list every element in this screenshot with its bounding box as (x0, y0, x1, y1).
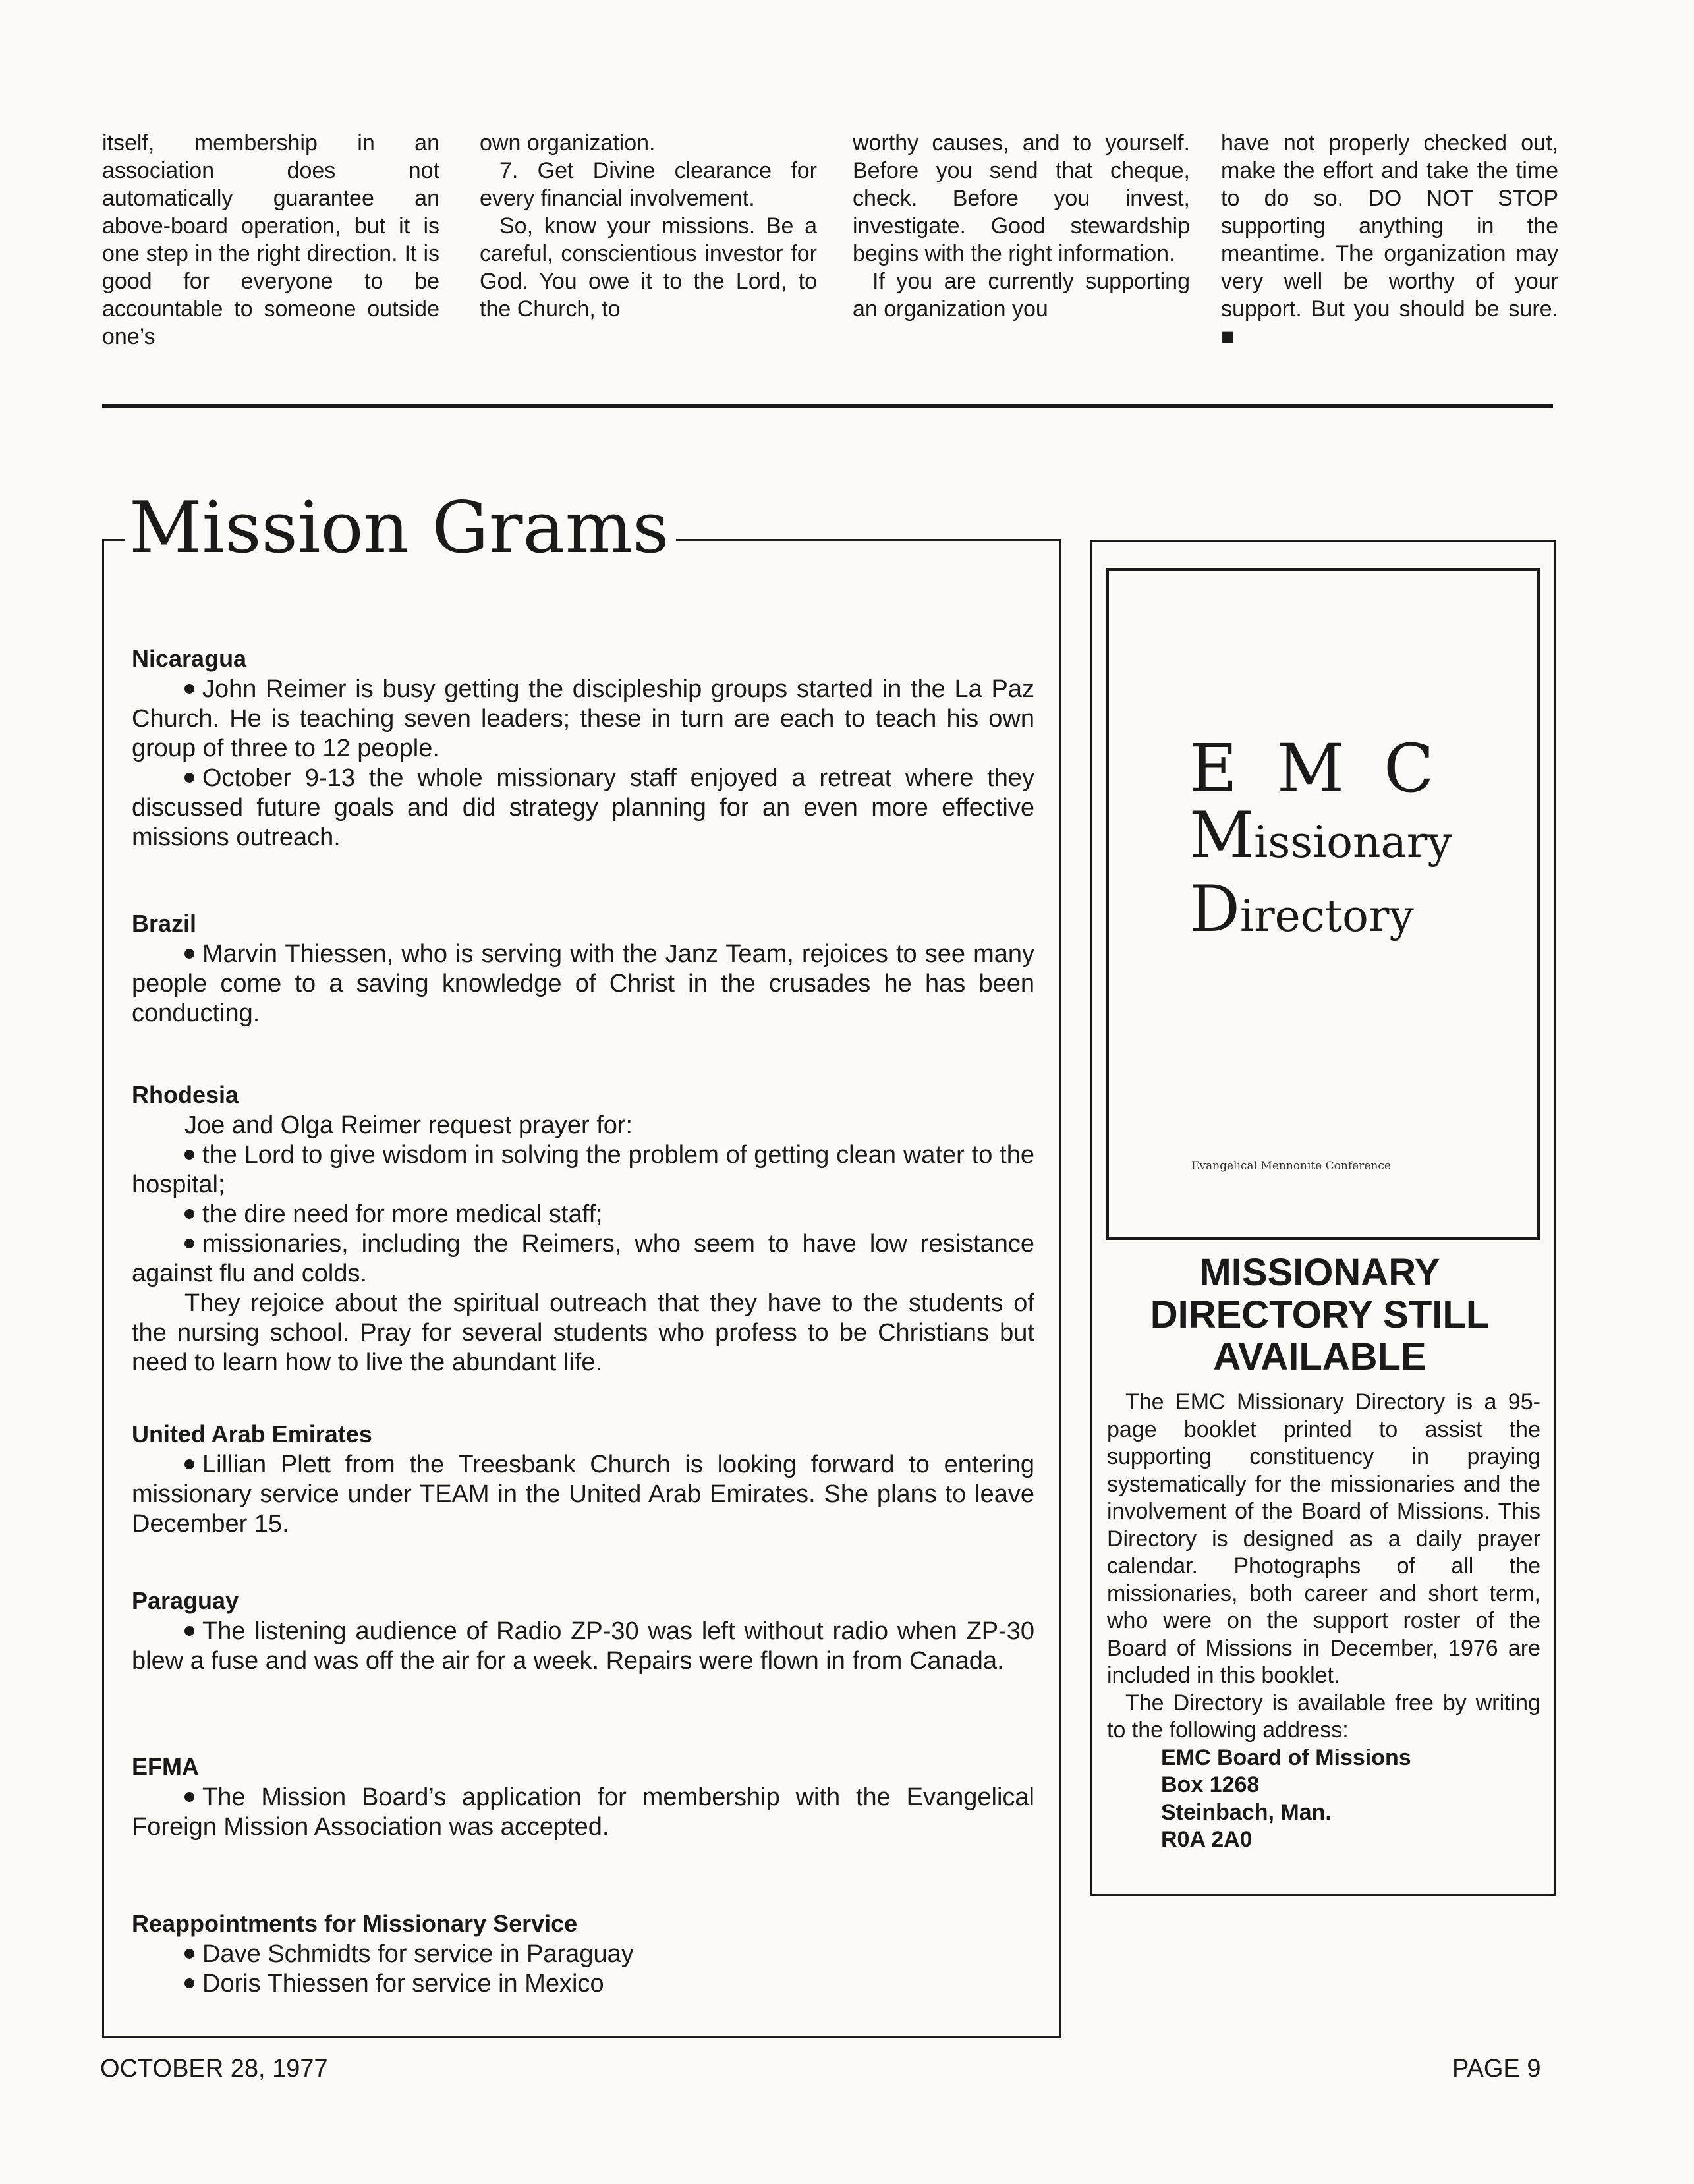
news-item: The Mission Board’s application for membership with the Evangelical Foreign Mission Association was accepted. (132, 1783, 1034, 1841)
section-uae (132, 1420, 1034, 1539)
section-heading: Rhodesia (132, 1081, 239, 1108)
footer-page-number: PAGE 9 (1452, 2055, 1541, 2083)
cover-emc: E M C (1189, 730, 1444, 807)
cover-missionary: Missionary (1189, 798, 1452, 872)
section-heading: Reappointments for Missionary Service (132, 1910, 578, 1937)
bullet-icon (184, 1209, 194, 1219)
ad-paragraph: The EMC Missionary Directory is a 95-page booklet printed to assist the supporting constituency in praying systematically for the missionaries and the involvement of the Board of Missions. This Directory is designed as a daily prayer calendar. Photographs of all the missionaries, both career and short term, who were on the support roster of the Board of Missions in December, 1976 are included in this booklet. (1107, 1389, 1540, 1688)
news-item: Dave Schmidts for service in Paraguay (132, 1940, 1034, 1969)
bullet-icon (184, 1150, 194, 1160)
column-paragraph: If you are currently supporting an organization you (853, 269, 1190, 322)
bullet-icon (184, 1626, 194, 1636)
mission-grams-title: Mission Grams (125, 489, 676, 568)
top-column-1 (102, 129, 439, 350)
news-item: Marvin Thiessen, who is serving with the Janz Team, rejoices to see many people come to a saving knowledge of Christ in the crusades he has been conducting. (132, 940, 1034, 1027)
news-item: John Reimer is busy getting the discipleship groups started in the La Paz Church. He is teaching seven leaders; these in turn are each to teach his own group of three to 12 people. (132, 675, 1034, 762)
column-paragraph: worthy causes, and to yourself. Before you send that cheque, check. Before you invest, investigate. Good stewardship begins with the right information. (853, 130, 1190, 266)
section-heading: Brazil (132, 910, 197, 937)
news-item: Lillian Plett from the Treesbank Church is looking forward to entering missionary service under TEAM in the United Arab Emirates. She plans to leave December 15. (132, 1451, 1034, 1538)
address-line: EMC Board of Missions (1161, 1745, 1411, 1770)
section-brazil (132, 909, 1034, 1028)
section-nicaragua (132, 644, 1034, 853)
bullet-icon (184, 1949, 194, 1959)
news-item: The listening audience of Radio ZP-30 was left without radio when ZP-30 blew a fuse and was off the air for a week. Repairs were flown in from Canada. (132, 1617, 1034, 1675)
top-column-2 (480, 129, 817, 323)
column-paragraph: have not properly checked out, make the effort and take the time to do so. DO NOT STOP supporting anything in the meantime. The organization may very well be worthy of your support. But you should be sure. ■ (1221, 130, 1558, 349)
ad-body (1107, 1389, 1540, 1854)
news-item: Joe and Olga Reimer request prayer for: (184, 1111, 633, 1139)
bullet-icon (184, 684, 194, 694)
ad-paragraph: The Directory is available free by writing to the following address: (1107, 1690, 1540, 1743)
bullet-icon (184, 1239, 194, 1248)
address-line: Box 1268 (1161, 1772, 1260, 1797)
section-rhodesia (132, 1080, 1034, 1378)
bullet-icon (184, 1978, 194, 1988)
bullet-icon (184, 949, 194, 959)
bullet-icon (184, 1459, 194, 1469)
news-item: They rejoice about the spiritual outreach that they have to the students of the nursing school. Pray for several students who profess to be Christians but need to learn how to live the abundant life. (132, 1289, 1034, 1376)
section-paraguay (132, 1586, 1034, 1676)
top-column-4 (1221, 129, 1558, 350)
section-heading: EFMA (132, 1753, 199, 1780)
column-paragraph: itself, membership in an association does not automatically guarantee an above-board operation, but it is one step in the right direction. It is good for everyone to be accountable to someone outside one’s (102, 130, 439, 349)
news-item: the Lord to give wisdom in solving the problem of getting clean water to the hospital; (132, 1141, 1034, 1198)
top-column-3 (853, 129, 1190, 323)
column-paragraph: So, know your missions. Be a careful, conscientious investor for God. You owe it to the Lord, to the Church, to (480, 213, 817, 322)
address-line: R0A 2A0 (1161, 1827, 1253, 1852)
column-paragraph: 7. Get Divine clearance for every financial involvement. (480, 158, 817, 211)
ad-heading: MISSIONARY DIRECTORY STILL AVAILABLE (1150, 1251, 1490, 1378)
news-item: missionaries, including the Reimers, who seem to have low resistance against flu and colds. (132, 1230, 1034, 1287)
section-divider (102, 404, 1553, 408)
section-heading: United Arab Emirates (132, 1420, 372, 1447)
section-efma (132, 1752, 1034, 1842)
address-line: Steinbach, Man. (1161, 1799, 1332, 1825)
section-heading: Nicaragua (132, 645, 247, 672)
cover-footer: Evangelical Mennonite Conference (1191, 1160, 1391, 1173)
footer-date: OCTOBER 28, 1977 (100, 2055, 328, 2083)
section-reappointments (132, 1909, 1034, 1999)
news-item: the dire need for more medical staff; (132, 1200, 1034, 1229)
column-paragraph: own organization. (480, 130, 656, 155)
bullet-icon (184, 1792, 194, 1802)
news-item: Doris Thiessen for service in Mexico (132, 1969, 1034, 1999)
bullet-icon (184, 773, 194, 783)
news-item: October 9-13 the whole missionary staff enjoyed a retreat where they discussed future goals and did strategy planning for an even more effective missions outreach. (132, 764, 1034, 851)
cover-directory: Directory (1189, 872, 1414, 946)
section-heading: Paraguay (132, 1587, 239, 1614)
